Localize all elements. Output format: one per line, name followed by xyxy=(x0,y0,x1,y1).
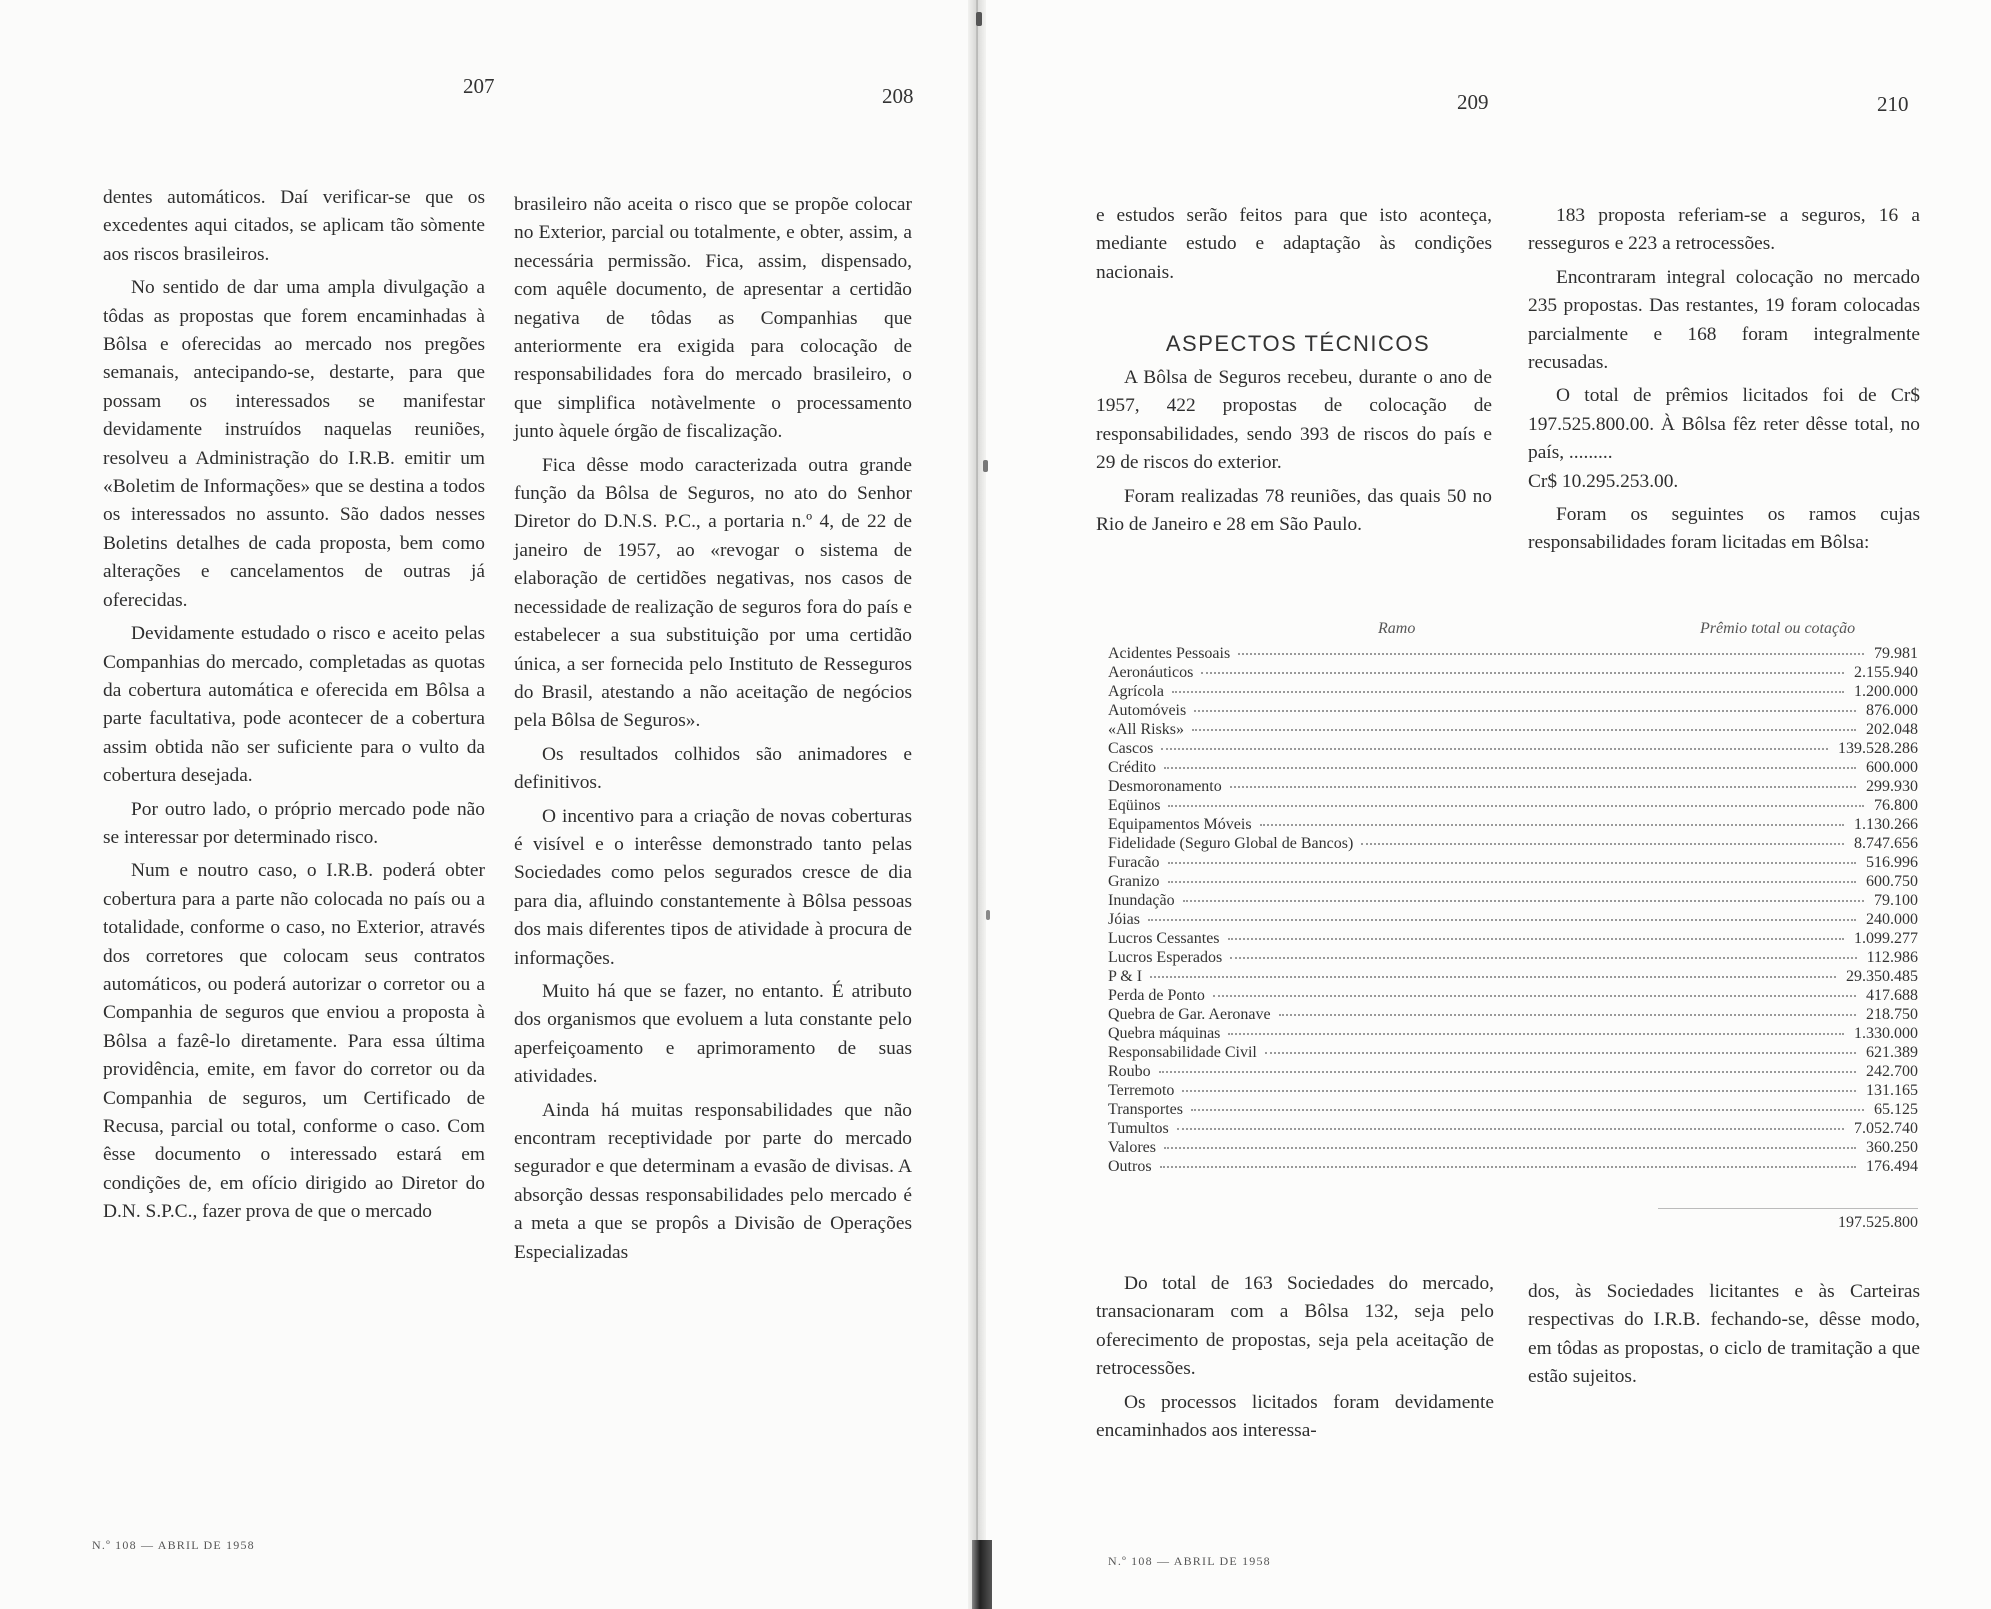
ramo-value: 7.052.740 xyxy=(1854,1120,1918,1137)
ramo-value: 1.130.266 xyxy=(1854,816,1918,833)
dot-leader xyxy=(1160,1166,1856,1168)
paragraph: A Bôlsa de Seguros recebeu, durante o ano de 1957, 422 propostas de colocação de responsabilidades, sendo 393 de riscos do país e 29 de riscos do exterior. xyxy=(1096,367,1492,474)
ramo-name: Eqüinos xyxy=(1108,797,1161,814)
ramo-value: 299.930 xyxy=(1866,778,1918,795)
ramo-value: 29.350.485 xyxy=(1846,968,1918,985)
footer-right: N.º 108 — ABRIL DE 1958 xyxy=(1108,1554,1271,1568)
ramo-value: 1.330.000 xyxy=(1854,1025,1918,1042)
ramo-name: Cascos xyxy=(1108,740,1154,757)
table-row xyxy=(1108,777,1918,796)
ramo-name: Fidelidade (Seguro Global de Bancos) xyxy=(1108,835,1354,852)
ramo-value: 600.000 xyxy=(1866,759,1918,776)
dot-leader xyxy=(1164,767,1856,769)
ramos-table xyxy=(1108,644,1918,1176)
ramo-name: Quebra máquinas xyxy=(1108,1025,1221,1042)
ramo-name: «All Risks» xyxy=(1108,721,1185,738)
ramo-name: Acidentes Pessoais xyxy=(1108,645,1231,662)
page-number-208: 208 xyxy=(882,84,914,108)
ramo-name: Perda de Ponto xyxy=(1108,987,1205,1004)
ramo-name: Aeronáuticos xyxy=(1108,664,1194,681)
dot-leader xyxy=(1172,691,1844,693)
column-page-207 xyxy=(103,184,485,1227)
ramo-name: Outros xyxy=(1108,1158,1152,1175)
binding-mark xyxy=(986,910,990,920)
total-rule xyxy=(1658,1208,1918,1209)
ramo-name: Furacão xyxy=(1108,854,1160,871)
table-row xyxy=(1108,891,1918,910)
dot-leader xyxy=(1279,1014,1856,1016)
ramo-value: 1.099.277 xyxy=(1854,930,1918,947)
ramo-value: 8.747.656 xyxy=(1854,835,1918,852)
ramo-name: Quebra de Gar. Aeronave xyxy=(1108,1006,1271,1023)
dot-leader xyxy=(1194,710,1856,712)
ramo-name: Lucros Cessantes xyxy=(1108,930,1220,947)
ramo-value: 1.200.000 xyxy=(1854,683,1918,700)
table-row xyxy=(1108,948,1918,967)
paragraph: 183 proposta referiam-se a seguros, 16 a resseguros e 223 a retrocessões. xyxy=(1528,205,1920,255)
column-page-208 xyxy=(514,191,912,1267)
dot-leader xyxy=(1230,957,1857,959)
paragraph: dentes automáticos. Daí verificar-se que os excedentes aqui citados, se aplicam tão sòmente aos riscos brasileiros. xyxy=(103,187,485,265)
column-page-209-mid xyxy=(1096,364,1492,539)
dot-leader xyxy=(1230,786,1856,788)
ramo-value: 516.996 xyxy=(1866,854,1918,871)
paragraph: Foram os seguintes os ramos cujas responsabilidades foram licitadas em Bôlsa: xyxy=(1528,504,1920,554)
table-row xyxy=(1108,1138,1918,1157)
ramo-value: 240.000 xyxy=(1866,911,1918,928)
table-header-premio: Prêmio total ou cotação xyxy=(1700,620,1856,637)
ramo-name: Automóveis xyxy=(1108,702,1187,719)
dot-leader xyxy=(1168,862,1856,864)
dot-leader xyxy=(1213,995,1856,997)
table-row xyxy=(1108,967,1918,986)
ramo-name: Roubo xyxy=(1108,1063,1151,1080)
ramo-value: 600.750 xyxy=(1866,873,1918,890)
paragraph: O total de prêmios licitados foi de Cr$ 197.525.800.00. À Bôlsa fêz reter dêsse total, no país, ......... xyxy=(1528,385,1920,464)
paragraph: Foram realizadas 78 reuniões, das quais 50 no Rio de Janeiro e 28 em São Paulo. xyxy=(1096,485,1492,536)
dot-leader xyxy=(1361,843,1844,845)
table-total: 197.525.800 xyxy=(1838,1214,1918,1231)
page-number-207: 207 xyxy=(463,74,495,98)
dot-leader xyxy=(1150,976,1836,978)
ramo-value: 79.100 xyxy=(1874,892,1918,909)
table-row xyxy=(1108,1157,1918,1176)
page-number-210: 210 xyxy=(1877,92,1909,116)
ramo-value: 112.986 xyxy=(1866,949,1918,966)
table-row xyxy=(1108,1043,1918,1062)
column-page-210-bottom xyxy=(1528,1278,1920,1392)
dot-leader xyxy=(1177,1128,1844,1130)
table-row xyxy=(1108,796,1918,815)
ramo-name: P & I xyxy=(1108,968,1143,985)
table-row xyxy=(1108,929,1918,948)
ramo-value: 2.155.940 xyxy=(1854,664,1918,681)
dot-leader xyxy=(1183,900,1864,902)
table-row xyxy=(1108,739,1918,758)
dot-leader xyxy=(1182,1090,1856,1092)
dot-leader xyxy=(1265,1052,1856,1054)
table-row xyxy=(1108,872,1918,891)
dot-leader xyxy=(1159,1071,1856,1073)
paragraph: Os resultados colhidos são animadores e definitivos. xyxy=(514,743,912,794)
table-row xyxy=(1108,834,1918,853)
ramo-value: 65.125 xyxy=(1874,1101,1918,1118)
paragraph: dos, às Sociedades licitantes e às Carteiras respectivas do I.R.B. fechando-se, dêsse modo, em tôdas as propostas, o ciclo de tramitação a que estão sujeitos. xyxy=(1528,1281,1920,1388)
dot-leader xyxy=(1148,919,1856,921)
ramo-value: 79.981 xyxy=(1874,645,1918,662)
paragraph: Por outro lado, o próprio mercado pode não se interessar por determinado risco. xyxy=(103,798,485,848)
ramo-name: Responsabilidade Civil xyxy=(1108,1044,1257,1061)
ramo-value: 202.048 xyxy=(1866,721,1918,738)
column-page-209-top xyxy=(1096,202,1492,287)
ramo-name: Equipamentos Móveis xyxy=(1108,816,1252,833)
column-page-209-bottom xyxy=(1096,1270,1494,1445)
book-gutter xyxy=(968,0,986,1609)
paragraph: Cr$ 10.295.253.00. xyxy=(1528,470,1679,492)
table-row xyxy=(1108,1024,1918,1043)
footer-left: N.º 108 — ABRIL DE 1958 xyxy=(92,1538,255,1552)
ramo-name: Inundação xyxy=(1108,892,1175,909)
table-row xyxy=(1108,663,1918,682)
dot-leader xyxy=(1164,1147,1856,1149)
paragraph: Devidamente estudado o risco e aceito pelas Companhias do mercado, completadas as quotas da cobertura automática e oferecida em Bôlsa a parte facultativa, pode acontecer de a cobertura assim obtida não ser suficiente para o vulto da cobertura desejada. xyxy=(103,623,485,787)
dot-leader xyxy=(1228,1033,1844,1035)
ramo-name: Terremoto xyxy=(1108,1082,1175,1099)
dot-leader xyxy=(1168,881,1856,883)
dot-leader xyxy=(1192,729,1856,731)
ramo-name: Jóias xyxy=(1108,911,1140,928)
ramo-value: 876.000 xyxy=(1866,702,1918,719)
paragraph: brasileiro não aceita o risco que se propõe colocar no Exterior, parcial ou totalmente, e obter, assim, a necessária permissão. Fica, assim, dispensado, com aquêle documento, de apresentar a certidão negativa de tôdas as Companhias que anteriormente era exigida para colocação de responsabilidades fora do mercado brasileiro, o que simplifica notàvelmente o processamento junto àquele órgão de fiscalização. xyxy=(514,194,912,443)
ramo-value: 131.165 xyxy=(1866,1082,1918,1099)
table-row xyxy=(1108,853,1918,872)
dot-leader xyxy=(1228,938,1844,940)
table-row xyxy=(1108,758,1918,777)
ramo-value: 176.494 xyxy=(1866,1158,1918,1175)
binding-mark xyxy=(976,12,982,26)
ramo-value: 417.688 xyxy=(1866,987,1918,1004)
dot-leader xyxy=(1191,1109,1864,1111)
ramo-name: Crédito xyxy=(1108,759,1156,776)
section-heading: ASPECTOS TÉCNICOS xyxy=(1165,331,1431,357)
paragraph: e estudos serão feitos para que isto aconteça, mediante estudo e adaptação às condições nacionais. xyxy=(1096,205,1492,283)
table-row xyxy=(1108,1119,1918,1138)
table-row xyxy=(1108,720,1918,739)
ramo-name: Transportes xyxy=(1108,1101,1183,1118)
dot-leader xyxy=(1168,805,1864,807)
paragraph: Do total de 163 Sociedades do mercado, transacionaram com a Bôlsa 132, seja pelo oferecimento de propostas, seja pela aceitação de retrocessões. xyxy=(1096,1273,1494,1380)
binding-mark xyxy=(983,460,988,472)
ramo-value: 218.750 xyxy=(1866,1006,1918,1023)
paragraph: Num e noutro caso, o I.R.B. poderá obter cobertura para a parte não colocada no país ou a totalidade, conforme o caso, no Exterior, através dos corretores que colocam seus contratos automáticos, ou poderá autorizar o corretor ou a Companhia de seguros que enviou a proposta à Bôlsa a fazê-lo diretamente. Para essa última providência, emite, em favor do corretor ou da Companhia de seguros, um Certificado de Recusa, parcial ou total, conforme o caso. Com êsse documento o interessado estará em condições de, em ofício dirigido ao Diretor do D.N. S.P.C., fazer prova de que o mercado xyxy=(103,860,485,1223)
table-row xyxy=(1108,1062,1918,1081)
dot-leader xyxy=(1238,653,1864,655)
gutter-shadow xyxy=(972,1540,992,1609)
ramo-value: 621.389 xyxy=(1866,1044,1918,1061)
ramo-value: 242.700 xyxy=(1866,1063,1918,1080)
ramo-name: Lucros Esperados xyxy=(1108,949,1223,966)
dot-leader xyxy=(1201,672,1844,674)
dot-leader xyxy=(1161,748,1828,750)
ramo-name: Tumultos xyxy=(1108,1120,1169,1137)
paragraph: Fica dêsse modo caracterizada outra grande função da Bôlsa de Seguros, no ato do Senhor Diretor do D.N.S. P.C., a portaria n.º 4, de 22 de janeiro de 1957, ao «revogar o sistema de elaboração de certidões negativas, nos casos de necessidade de realização de seguros fora do país e estabelecer a sua substituição por uma certidão única, a ser fornecida pelo Instituto de Resseguros do Brasil, atestando a não aceitação de negócios pela Bôlsa de Seguros». xyxy=(514,454,912,732)
table-row xyxy=(1108,1005,1918,1024)
table-row xyxy=(1108,815,1918,834)
ramo-name: Desmoronamento xyxy=(1108,778,1222,795)
paragraph: O incentivo para a criação de novas coberturas é visível e o interêsse demonstrado tanto pelas Sociedades como pelos segurados cresce de dia para dia, afluindo constantemente à Bôlsa pessoas dos mais diferentes tipos de atividade à procura de informações. xyxy=(514,805,912,969)
page-number-209: 209 xyxy=(1457,90,1489,114)
table-row xyxy=(1108,644,1918,663)
ramo-name: Granizo xyxy=(1108,873,1160,890)
paragraph: No sentido de dar uma ampla divulgação a tôdas as propostas que forem encaminhadas à Bôlsa e oferecidas ao mercado nos pregões semanais, antecipando-se, destarte, para que possam os interessados se manifestar devidamente instruídos naquelas reuniões, resolveu a Administração do I.R.B. emitir um «Boletim de Informações» que se destina a todos os interessados no assunto. São dados nesses Boletins detalhes de cada proposta, bem como alterações e cancelamentos de outras já oferecidas. xyxy=(103,277,485,611)
dot-leader xyxy=(1260,824,1844,826)
ramo-value: 139.528.286 xyxy=(1838,740,1918,757)
ramo-value: 76.800 xyxy=(1874,797,1918,814)
ramo-name: Valores xyxy=(1108,1139,1156,1156)
table-row xyxy=(1108,986,1918,1005)
column-page-210-top xyxy=(1528,202,1920,558)
paragraph: Encontraram integral colocação no mercado 235 propostas. Das restantes, 19 foram colocadas parcialmente e 168 foram integralmente recusadas. xyxy=(1528,266,1920,374)
table-row xyxy=(1108,682,1918,701)
table-row xyxy=(1108,701,1918,720)
ramo-name: Agrícola xyxy=(1108,683,1164,700)
paragraph: Os processos licitados foram devidamente encaminhados aos interessa- xyxy=(1096,1391,1494,1442)
paragraph: Muito há que se fazer, no entanto. É atributo dos organismos que evoluem a luta constante pelo aperfeiçoamento e aprimoramento de suas atividades. xyxy=(514,980,912,1088)
table-row xyxy=(1108,1100,1918,1119)
table-row xyxy=(1108,1081,1918,1100)
paragraph: Ainda há muitas responsabilidades que não encontram receptividade por parte do mercado segurador e que determinam a evasão de divisas. A absorção dessas responsabilidades pelo mercado é a meta a que se propôs a Divisão de Operações Especializadas xyxy=(514,1099,912,1263)
table-header-ramo: Ramo xyxy=(1378,620,1416,637)
table-row xyxy=(1108,910,1918,929)
ramo-value: 360.250 xyxy=(1866,1139,1918,1156)
